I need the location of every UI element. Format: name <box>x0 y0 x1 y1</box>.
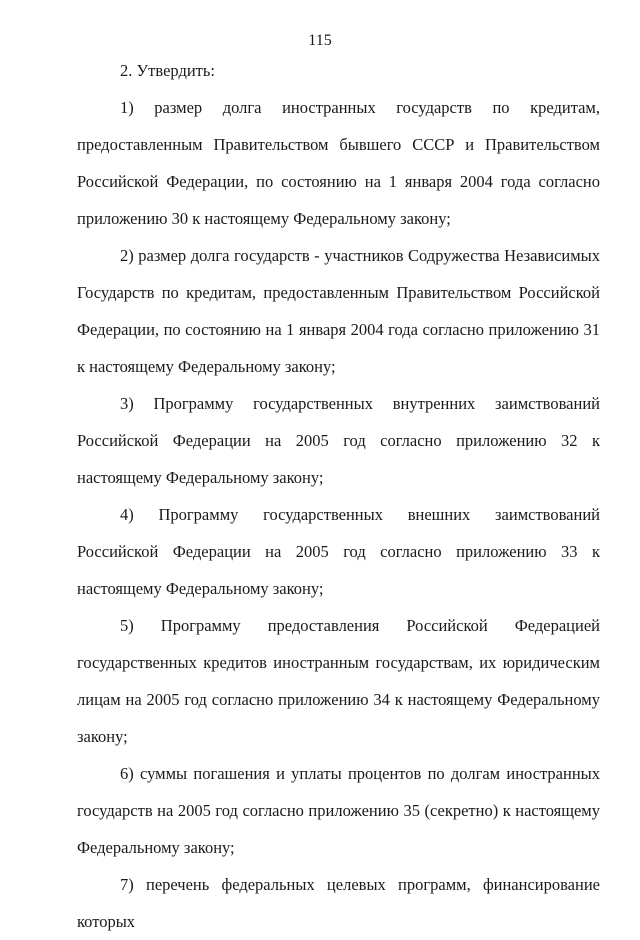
page-number: 115 <box>308 32 332 49</box>
paragraph-item-4: 4) Программу государственных внешних заимствований Российской Федерации на 2005 год согласно приложению 33 к настоящему Федеральному закону; <box>77 505 600 598</box>
document-body <box>77 52 600 940</box>
paragraph-item-6: 6) суммы погашения и уплаты процентов по долгам иностранных государств на 2005 год согласно приложению 35 (секретно) к настоящему Федеральному закону; <box>77 764 600 857</box>
paragraph-item-5: 5) Программу предоставления Российской Федерацией государственных кредитов иностранным государствам, их юридическим лицам на 2005 год согласно приложению 34 к настоящему Федеральному закону; <box>77 616 600 746</box>
paragraph-item-2: 2) размер долга государств - участников Содружества Независимых Государств по кредитам, предоставленным Правительством Российской Федерации, по состоянию на 1 января 2004 года согласно приложению 31 к настоящему Федеральному закону; <box>77 246 600 376</box>
paragraph-item-7: 7) перечень федеральных целевых программ, финансирование которых <box>77 875 600 931</box>
paragraph-approve-heading: 2. Утвердить: <box>120 61 215 80</box>
paragraph-item-3: 3) Программу государственных внутренних заимствований Российской Федерации на 2005 год согласно приложению 32 к настоящему Федеральному закону; <box>77 394 600 487</box>
paragraph-item-1: 1) размер долга иностранных государств по кредитам, предоставленным Правительством бывшего СССР и Правительством Российской Федерации, по состоянию на 1 января 2004 года согласно приложению 30 к настоящему Федеральному закону; <box>77 98 600 228</box>
